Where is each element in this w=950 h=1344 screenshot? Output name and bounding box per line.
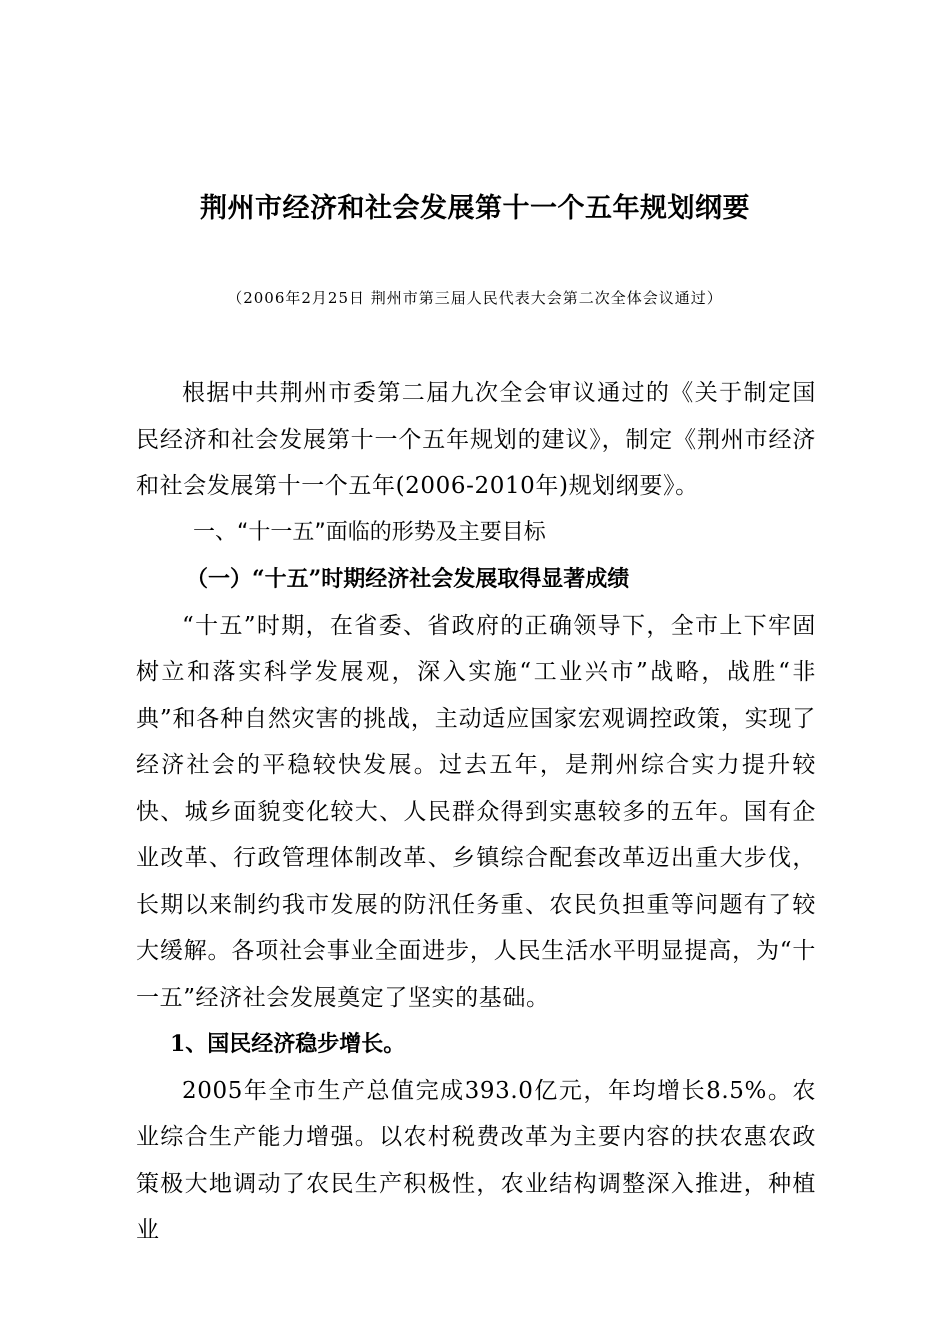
document-subtitle: （2006年2月25日 荆州市第三届人民代表大会第二次全体会议通过） xyxy=(227,289,723,307)
intro-paragraph: 根据中共荆州市委第二届九次全会审议通过的《关于制定国民经济和社会发展第十一个五年规划的建议》，制定《荆州市经济和社会发展第十一个五年(2006-2010年)规划纲要》。 xyxy=(136,380,816,499)
document-body xyxy=(136,370,816,1254)
body-paragraph: 2005年全市生产总值完成393.0亿元，年均增长8.5%。农业综合生产能力增强。以农村税费改革为主要内容的扶农惠农政策极大地调动了农民生产积极性，农业结构调整深入推进，种植业 xyxy=(136,1077,816,1243)
item-heading: 1、国民经济稳步增长。 xyxy=(170,1031,406,1057)
document-title: 荆州市经济和社会发展第十一个五年规划纲要 xyxy=(200,193,750,224)
body-paragraph: “十五”时期，在省委、省政府的正确领导下，全市上下牢固树立和落实科学发展观，深入实施“工业兴市”战略，战胜“非典”和各种自然灾害的挑战，主动适应国家宏观调控政策，实现了经济社会的平稳较快发展。过去五年，是荆州综合实力提升较快、城乡面貌变化较大、人民群众得到实惠较多的五年。国有企业改革、行政管理体制改革、乡镇综合配套改革迈出重大步伐，长期以来制约我市发展的防汛任务重、农民负担重等问题有了较大缓解。各项社会事业全面进步，人民生活水平明显提高，为“十一五”经济社会发展奠定了坚实的基础。 xyxy=(136,612,816,1011)
subsection-heading: （一）“十五”时期经济社会发展取得显著成绩 xyxy=(186,566,630,592)
section-heading: 一、“十一五”面临的形势及主要目标 xyxy=(193,519,546,545)
